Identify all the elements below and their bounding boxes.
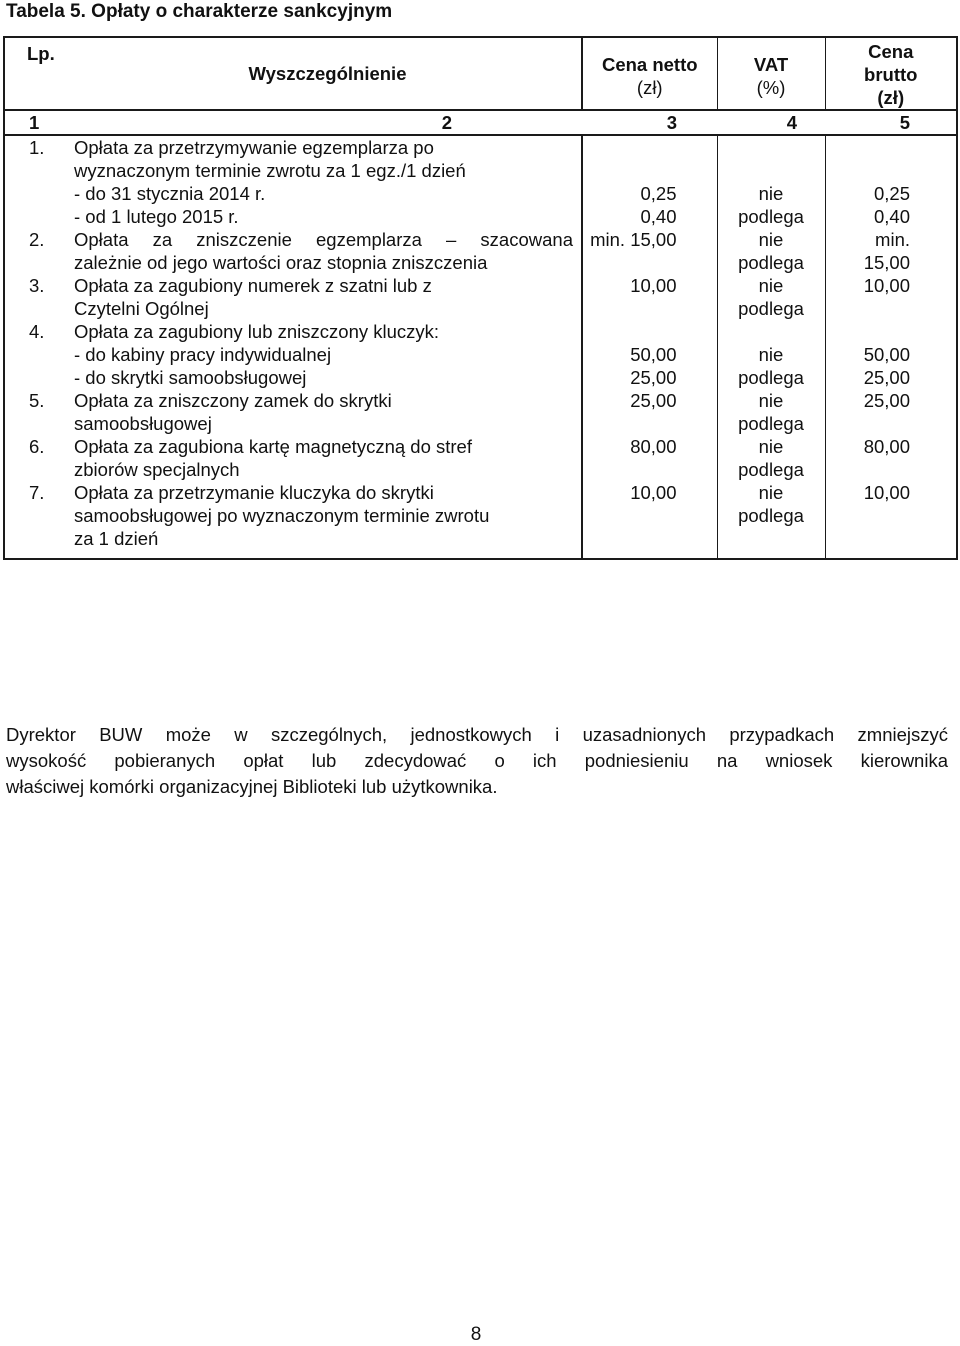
description-line: Opłata za zagubiony numerek z szatni lub z [74, 275, 432, 296]
row-description [74, 135, 582, 228]
description-line: zbiorów specjalnych [74, 459, 240, 480]
net-value: min. 15,00 [590, 229, 677, 250]
row-number: 6. [29, 436, 45, 457]
vat-value: nie [758, 183, 784, 204]
description-line: - do 31 stycznia 2014 r. [74, 183, 266, 204]
row-number: 3. [29, 275, 45, 296]
row-description [74, 435, 582, 481]
gross-value: min. 15,00 [863, 229, 910, 273]
row-description [74, 228, 582, 274]
row-gross-price [825, 435, 957, 481]
vat-value: podlega [738, 367, 804, 388]
description-line: Opłata za zagubiona kartę magnetyczną do stref [74, 436, 472, 457]
description-line: Opłata za zagubiony lub zniszczony kluczyk: [74, 321, 440, 342]
header-gross-line: (zł) [877, 87, 905, 108]
description-line: Opłata za przetrzymywanie egzemplarza po [74, 137, 434, 158]
row-gross-price [825, 135, 957, 228]
vat-value: podlega [738, 206, 804, 227]
description-line: samoobsługowej po wyznaczonym terminie zwrotu [74, 505, 490, 526]
header-net-price [582, 37, 717, 110]
column-number: 4 [717, 110, 825, 135]
row-description [74, 320, 582, 389]
header-gross-price [825, 37, 957, 110]
vat-value: podlega [738, 459, 804, 480]
header-gross-line: brutto [864, 64, 918, 85]
row-gross-price [825, 320, 957, 389]
description-line: - od 1 lutego 2015 r. [74, 206, 239, 227]
row-description [74, 481, 582, 559]
net-value: 50,00 [630, 344, 677, 365]
footer-line: Dyrektor BUW może w szczególnych, jednostkowych i uzasadnionych przypadkach zmniejszyć [6, 724, 948, 745]
gross-value: 0,40 [873, 206, 910, 227]
row-vat [717, 228, 825, 274]
column-number: 3 [582, 110, 717, 135]
header-net-line: Cena netto [601, 53, 698, 75]
header-vat-line: VAT [753, 53, 789, 75]
gross-value: 50,00 [863, 344, 910, 365]
net-value: 10,00 [630, 275, 677, 296]
row-net-price [582, 320, 717, 389]
row-number: 2. [29, 229, 45, 250]
description-line: - do kabiny pracy indywidualnej [74, 344, 332, 365]
header-lp: Lp. [27, 43, 55, 64]
vat-value: podlega [738, 298, 804, 319]
vat-value: nie [758, 275, 784, 296]
table-row [4, 274, 957, 320]
vat-value: nie [758, 436, 784, 457]
net-value: 80,00 [630, 436, 677, 457]
description-line: zależnie od jego wartości oraz stopnia zniszczenia [74, 252, 488, 273]
row-number: 7. [29, 482, 45, 503]
row-vat [717, 274, 825, 320]
table-row [4, 389, 957, 435]
footer-line: wysokość pobieranych opłat lub zdecydować o ich podniesieniu na wniosek kierownika [6, 750, 948, 771]
row-gross-price [825, 228, 957, 274]
gross-value: 25,00 [863, 390, 910, 411]
header-vat [717, 37, 825, 110]
row-vat [717, 320, 825, 389]
header-gross-line: Cena [868, 41, 914, 62]
row-vat [717, 135, 825, 228]
description-line: Opłata za zniszczony zamek do skrytki [74, 390, 392, 411]
table-row [4, 135, 957, 228]
table-row [4, 228, 957, 274]
row-number: 5. [29, 390, 45, 411]
net-value: 0,25 [640, 183, 677, 204]
row-net-price [582, 274, 717, 320]
row-vat [717, 389, 825, 435]
vat-value: podlega [738, 505, 804, 526]
row-gross-price [825, 481, 957, 559]
header-description: Wyszczególnienie [74, 37, 582, 110]
row-vat [717, 481, 825, 559]
table-row [4, 320, 957, 389]
column-number: 5 [825, 110, 957, 135]
gross-value: 0,25 [873, 183, 910, 204]
row-gross-price [825, 274, 957, 320]
header-net-line: (zł) [636, 76, 663, 98]
description-line: Opłata za przetrzymanie kluczyka do skrytki [74, 482, 434, 503]
row-gross-price [825, 389, 957, 435]
row-net-price [582, 228, 717, 274]
net-value: 25,00 [630, 390, 677, 411]
vat-value: podlega [738, 252, 804, 273]
net-value: 0,40 [640, 206, 677, 227]
description-line: za 1 dzień [74, 528, 159, 549]
column-number: 2 [74, 110, 582, 135]
vat-value: nie [758, 390, 784, 411]
row-number: 1. [29, 137, 45, 158]
row-number: 4. [29, 321, 45, 342]
gross-value: 10,00 [863, 482, 910, 503]
header-vat-line: (%) [756, 76, 786, 98]
row-net-price [582, 481, 717, 559]
vat-value: nie [758, 344, 784, 365]
description-line: Opłata za zniszczenie egzemplarza – szacowana [74, 229, 573, 250]
gross-value: 25,00 [863, 367, 910, 388]
row-net-price [582, 389, 717, 435]
gross-value: 10,00 [863, 275, 910, 296]
table-caption: Tabela 5. Opłaty o charakterze sankcyjnym [6, 1, 393, 22]
vat-value: nie [758, 482, 784, 503]
row-net-price [582, 135, 717, 228]
row-net-price [582, 435, 717, 481]
description-line: samoobsługowej [74, 413, 212, 434]
table-row [4, 435, 957, 481]
gross-value: 80,00 [863, 436, 910, 457]
description-line: Czytelni Ogólnej [74, 298, 209, 319]
description-line: - do skrytki samoobsługowej [74, 367, 307, 388]
footer-paragraph [6, 722, 948, 800]
net-value: 10,00 [630, 482, 677, 503]
footer-line: właściwej komórki organizacyjnej Biblioteki lub użytkownika. [6, 776, 498, 797]
page-number: 8 [470, 1324, 482, 1345]
column-number: 1 [4, 110, 74, 135]
row-description [74, 274, 582, 320]
table-row [4, 481, 957, 559]
vat-value: nie [758, 229, 784, 250]
column-number-row [4, 110, 957, 135]
table-header-row [4, 37, 957, 110]
vat-value: podlega [738, 413, 804, 434]
description-line: wyznaczonym terminie zwrotu za 1 egz./1 dzień [74, 160, 466, 181]
net-value: 25,00 [630, 367, 677, 388]
row-vat [717, 435, 825, 481]
row-description [74, 389, 582, 435]
fees-table [3, 36, 958, 560]
